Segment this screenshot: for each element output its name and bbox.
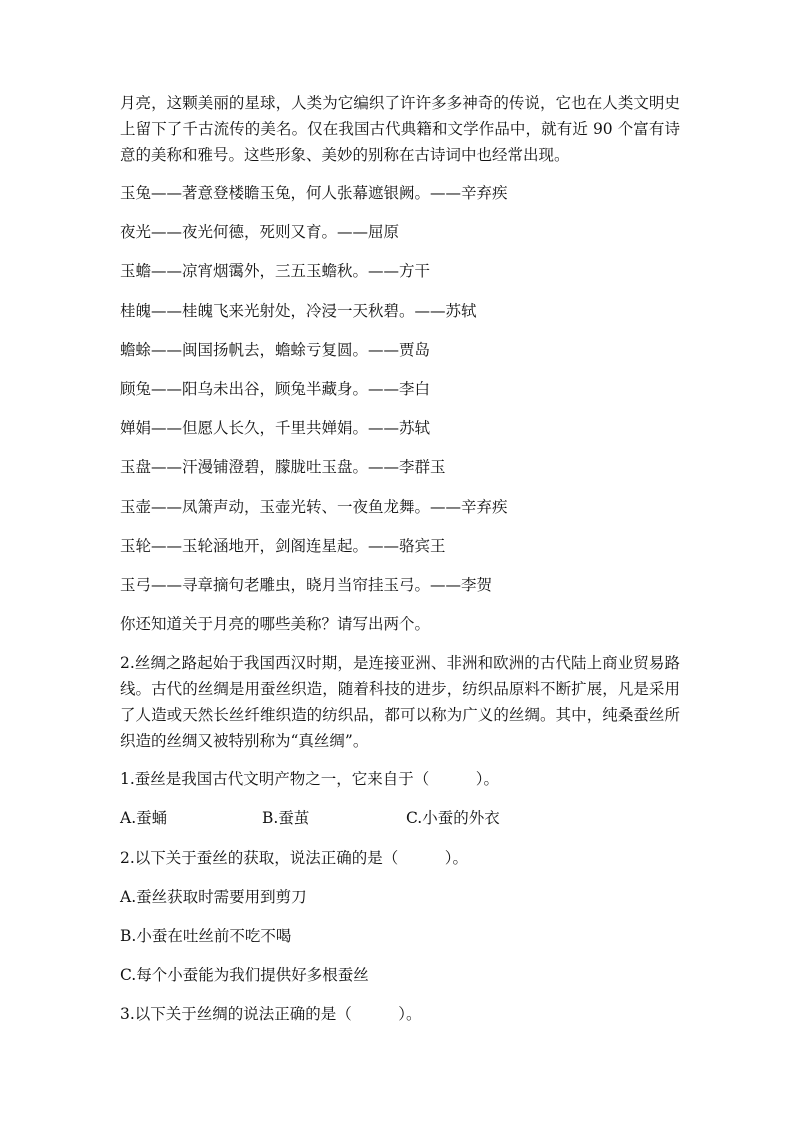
q2-3-stem: 3.以下关于丝绸的说法正确的是（ ）。 — [120, 1005, 422, 1024]
poem-line-yuchan: 玉蟾——凉宵烟霭外，三五玉蟾秋。——方干 — [120, 262, 431, 281]
poem-line-guipo: 桂魄——桂魄飞来光射处，冷浸一天秋碧。——苏轼 — [120, 301, 477, 320]
poem-line-yulun: 玉轮——玉轮涵地开，剑阁连星起。——骆宾王 — [120, 536, 446, 555]
poem-line-yeguang: 夜光——夜光何德，死则又育。——屈原 — [120, 223, 400, 242]
q2-1-stem: 1.蚕丝是我国古代文明产物之一，它来自于（ ）。 — [120, 770, 500, 789]
poem-line-yuhu: 玉壶——凤箫声动，玉壶光转、一夜鱼龙舞。——辛弃疾 — [120, 497, 508, 516]
poem-line-chanchu: 蟾蜍——闽国扬帆去，蟾蜍亏复圆。——贾岛 — [120, 340, 431, 359]
q2-1-option-c: C.小蚕的外衣 — [406, 809, 500, 828]
question-moon-names: 你还知道关于月亮的哪些美称？请写出两个。 — [120, 615, 431, 634]
section2-paragraph: 2.丝绸之路起始于我国西汉时期，是连接亚洲、非洲和欧洲的古代陆上商业贸易路线。古代的丝绸是用蚕丝织造，随着科技的进步，纺织品原料不断扩展，凡是采用了人造或天然长丝纤维织造的纺织品，都可以称为广义的丝绸。其中，纯桑蚕丝所织造的丝绸又被特别称为“真丝绸”。 — [120, 654, 680, 751]
q2-1-option-b: B.蚕茧 — [262, 809, 310, 828]
q2-2-stem: 2.以下关于蚕丝的获取，说法正确的是（ ）。 — [120, 848, 469, 867]
poem-line-yugong: 玉弓——寻章摘句老雕虫，晓月当帘挂玉弓。——李贺 — [120, 575, 493, 594]
q2-2-option-a: A.蚕丝获取时需要用到剪刀 — [120, 887, 307, 906]
poem-line-yutu: 玉兔——著意登楼瞻玉兔，何人张幕遮银阙。——辛弃疾 — [120, 184, 508, 202]
poem-line-gutu: 顾兔——阳乌未出谷，顾兔半藏身。——李白 — [120, 379, 431, 398]
intro-paragraph: 月亮，这颗美丽的星球，人类为它编织了许许多多神奇的传说，它也在人类文明史上留下了千古流传的美名。仅在我国古代典籍和文学作品中，就有近 90 个富有诗意的美称和雅号。这些形象、美妙的别称在古诗词中也经常出现。 — [120, 94, 680, 164]
document-page — [120, 90, 680, 1041]
q2-2-option-c: C.每个小蚕能为我们提供好多根蚕丝 — [120, 966, 369, 985]
q2-2-option-b: B.小蚕在吐丝前不吃不喝 — [120, 927, 292, 945]
q2-1-option-a: A.蚕蛹 — [120, 809, 168, 828]
poem-line-yupan: 玉盘——汗漫铺澄碧，朦胧吐玉盘。——李群玉 — [120, 458, 446, 477]
poem-line-chanjuan: 婵娟——但愿人长久，千里共婵娟。——苏轼 — [120, 419, 431, 438]
q2-1-options — [120, 805, 680, 831]
